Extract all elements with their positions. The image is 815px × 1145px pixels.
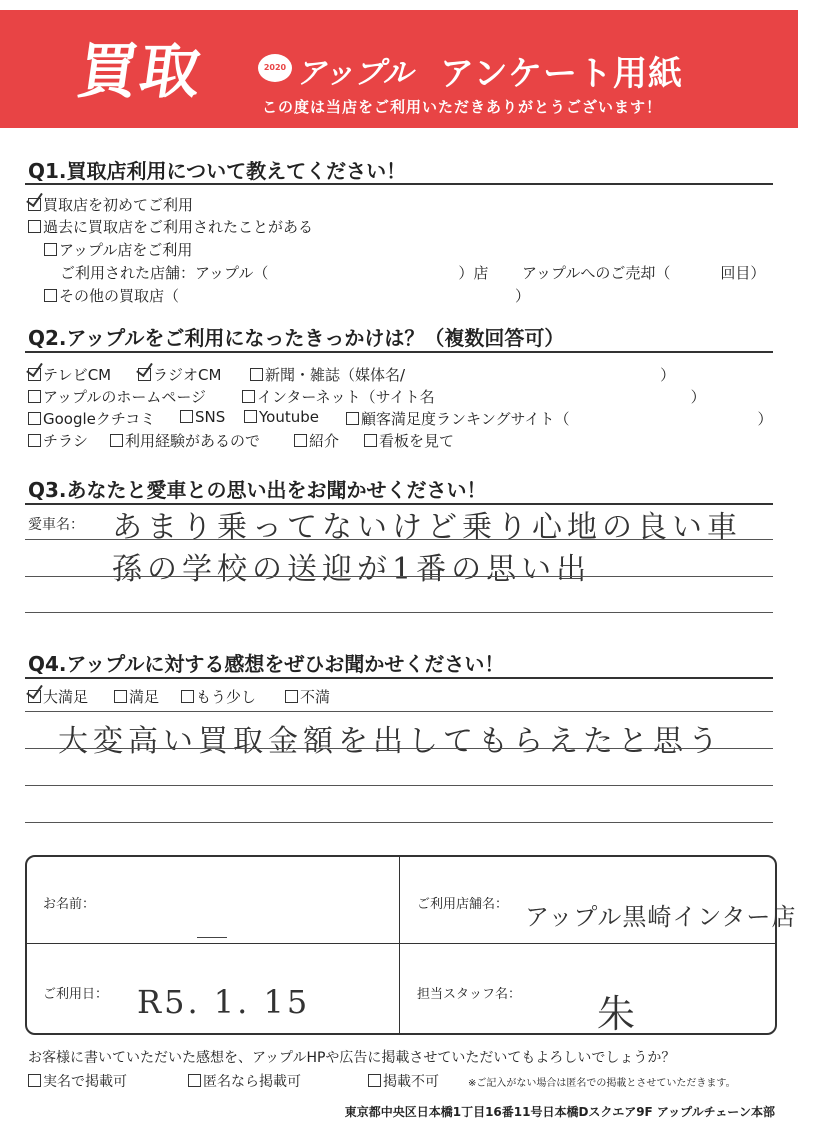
kaitori-title: 買取 [73,37,207,107]
checkbox[interactable] [28,434,41,447]
checkbox-checked[interactable] [138,368,151,381]
q2-google-label: Googleクチコミ [43,410,156,428]
q4-line [25,785,773,786]
q2-internet-option[interactable] [242,386,706,407]
q3-answer-line1[interactable]: あまり乗ってないけど乗り心地の良い車 [112,510,742,545]
box-divider [27,943,775,944]
publish-anonymous-label: 匿名なら掲載可 [203,1074,301,1090]
name-label: お名前： [43,897,96,912]
q4-line [25,748,773,749]
q4-line [25,822,773,823]
staff-label: 担当スタッフ名： [417,987,522,1002]
q1-first-time-label: 買取店を初めてご利用 [43,196,194,214]
q2-news-close: ） [660,366,676,384]
publish-note: ※ご記入がない場合は匿名での掲載とさせていただきます。 [468,1078,736,1089]
publish-none-label: 掲載不可 [383,1074,439,1090]
q1-past-label: 過去に買取店をご利用されたことがある [43,218,314,236]
staff-value[interactable]: 朱 [597,992,641,1036]
q1-store-used-prefix: ご利用された店舗：アップル（ [60,264,269,282]
q1-heading: Q1.買取店利用について教えてください！ [28,159,407,183]
q4-line [25,711,773,712]
q2-ranking-label: 顧客満足度ランキングサイト（ [361,410,570,428]
q1-apple-option[interactable] [44,239,192,260]
q2-rule [25,351,773,353]
q2-sns-label: SNS [195,408,226,426]
q2-flyer-option[interactable] [28,430,88,451]
q2-youtube-option[interactable] [244,408,319,426]
publish-real-name-option[interactable] [28,1071,127,1091]
q3-car-label: 愛車名： [28,517,84,533]
checkbox[interactable] [294,434,307,447]
q2-signboard-option[interactable] [364,430,454,451]
customer-info-box [25,855,797,1036]
q2-internet-close: ） [690,388,706,406]
q4-very-satisfied-label: 大満足 [43,688,89,706]
q2-radio-label: ラジオCM [153,366,222,384]
q4-answer-line1[interactable]: 大変高い買取金額を出してもらえたと思う [58,724,723,759]
thanks-subtitle: この度は当店をご利用いただきありがとうございます！ [262,98,663,116]
q2-radio-option[interactable] [138,364,221,385]
q2-internet-label: インターネット（サイト名 [257,388,435,406]
publish-anonymous-option[interactable] [188,1071,301,1091]
q1-store-used-suffix: ）店 [458,264,489,282]
checkbox[interactable] [28,412,41,425]
q2-ranking-close: ） [757,410,773,428]
q2-ranking-option[interactable] [346,408,773,429]
q3-answer-line2[interactable]: 孫の学校の送迎が1番の思い出 [112,552,592,587]
q1-sales-prefix: アップルへのご売却（ [522,264,671,282]
checkbox[interactable] [28,390,41,403]
q2-referral-option[interactable] [294,430,339,451]
q4-little-more-label: もう少し [196,688,257,706]
q4-dissatisfied-option[interactable] [285,686,330,707]
q2-sns-option[interactable] [180,408,225,426]
q2-youtube-label: Youtube [259,408,319,426]
q2-heading: Q2.アップルをご利用になったきっかけは？（複数回答可） [28,326,565,350]
survey-title: アンケート用紙 [440,54,683,94]
q3-line [25,612,773,613]
checkbox[interactable] [364,434,377,447]
q2-signboard-label: 看板を見て [379,432,455,450]
checkbox[interactable] [188,1074,201,1087]
date-value[interactable]: R5. 1. 15 [137,983,311,1021]
checkbox[interactable] [44,243,57,256]
checkbox[interactable] [244,410,257,423]
q4-satisfied-option[interactable] [114,686,159,707]
q4-heading: Q4.アップルに対する感想をぜひお聞かせください！ [28,652,505,676]
q1-rule [25,183,773,185]
q4-rule [25,677,773,679]
q2-homepage-option[interactable] [28,386,206,407]
q4-very-satisfied-option[interactable] [28,686,88,707]
checkbox[interactable] [346,412,359,425]
q1-first-time-option[interactable] [28,194,193,215]
checkbox[interactable] [181,690,194,703]
checkbox[interactable] [242,390,255,403]
q2-flyer-label: チラシ [43,432,89,450]
q1-sales-count-field[interactable] [522,262,765,283]
q4-dissatisfied-label: 不満 [300,688,331,706]
q2-experience-option[interactable] [110,430,260,451]
q4-little-more-option[interactable] [181,686,256,707]
q2-google-option[interactable] [28,408,155,429]
company-address: 東京都中央区日本橋1丁目16番11号日本橋Dスクエア9F アップルチェーン本部 [344,1105,775,1119]
checkbox[interactable] [28,220,41,233]
store-value[interactable]: アップル黒崎インター店 [525,903,797,931]
checkbox[interactable] [44,289,57,302]
logo-badge-text: 2020 [263,63,287,72]
publish-real-name-label: 実名で掲載可 [43,1074,127,1090]
checkbox[interactable] [110,434,123,447]
q2-homepage-label: アップルのホームページ [43,388,207,406]
q2-referral-label: 紹介 [309,432,340,450]
q3-line [25,539,773,540]
checkbox-checked[interactable] [28,198,41,211]
checkbox-checked[interactable] [28,690,41,703]
checkbox-checked[interactable] [28,368,41,381]
apple-logo-icon [258,54,292,82]
q2-experience-label: 利用経験があるので [125,432,261,450]
q1-other-close: ） [515,287,531,305]
checkbox[interactable] [28,1074,41,1087]
store-label: ご利用店舗名： [417,897,509,912]
checkbox[interactable] [114,690,127,703]
name-field[interactable] [197,937,227,938]
date-label: ご利用日： [43,987,109,1002]
q2-tv-label: テレビCM [43,366,112,384]
q4-satisfied-label: 満足 [129,688,160,706]
q1-store-used-field[interactable] [60,262,488,283]
header-banner [0,10,798,128]
q2-news-option[interactable] [250,364,675,385]
q2-tv-option[interactable] [28,364,111,385]
q1-past-option[interactable] [28,216,313,237]
brand-name: アップル [296,56,413,91]
q1-other-label: その他の買取店（ [59,287,180,305]
q3-heading: Q3.あなたと愛車との思い出をお聞かせください！ [28,478,487,502]
checkbox[interactable] [180,410,193,423]
publish-none-option[interactable] [368,1071,439,1091]
publish-consent-question: お客様に書いていただいた感想を、アップルHPや広告に掲載させていただいてもよろしいでしょうか？ [28,1050,676,1066]
checkbox[interactable] [285,690,298,703]
q2-news-label: 新聞・雑誌（媒体名/ [265,366,406,384]
q1-apple-label: アップル店をご利用 [59,241,193,259]
box-divider [399,857,400,1033]
q3-line [25,576,773,577]
q1-sales-suffix: 回目） [720,264,766,282]
checkbox[interactable] [368,1074,381,1087]
checkbox[interactable] [250,368,263,381]
q1-other-option[interactable] [44,285,530,306]
